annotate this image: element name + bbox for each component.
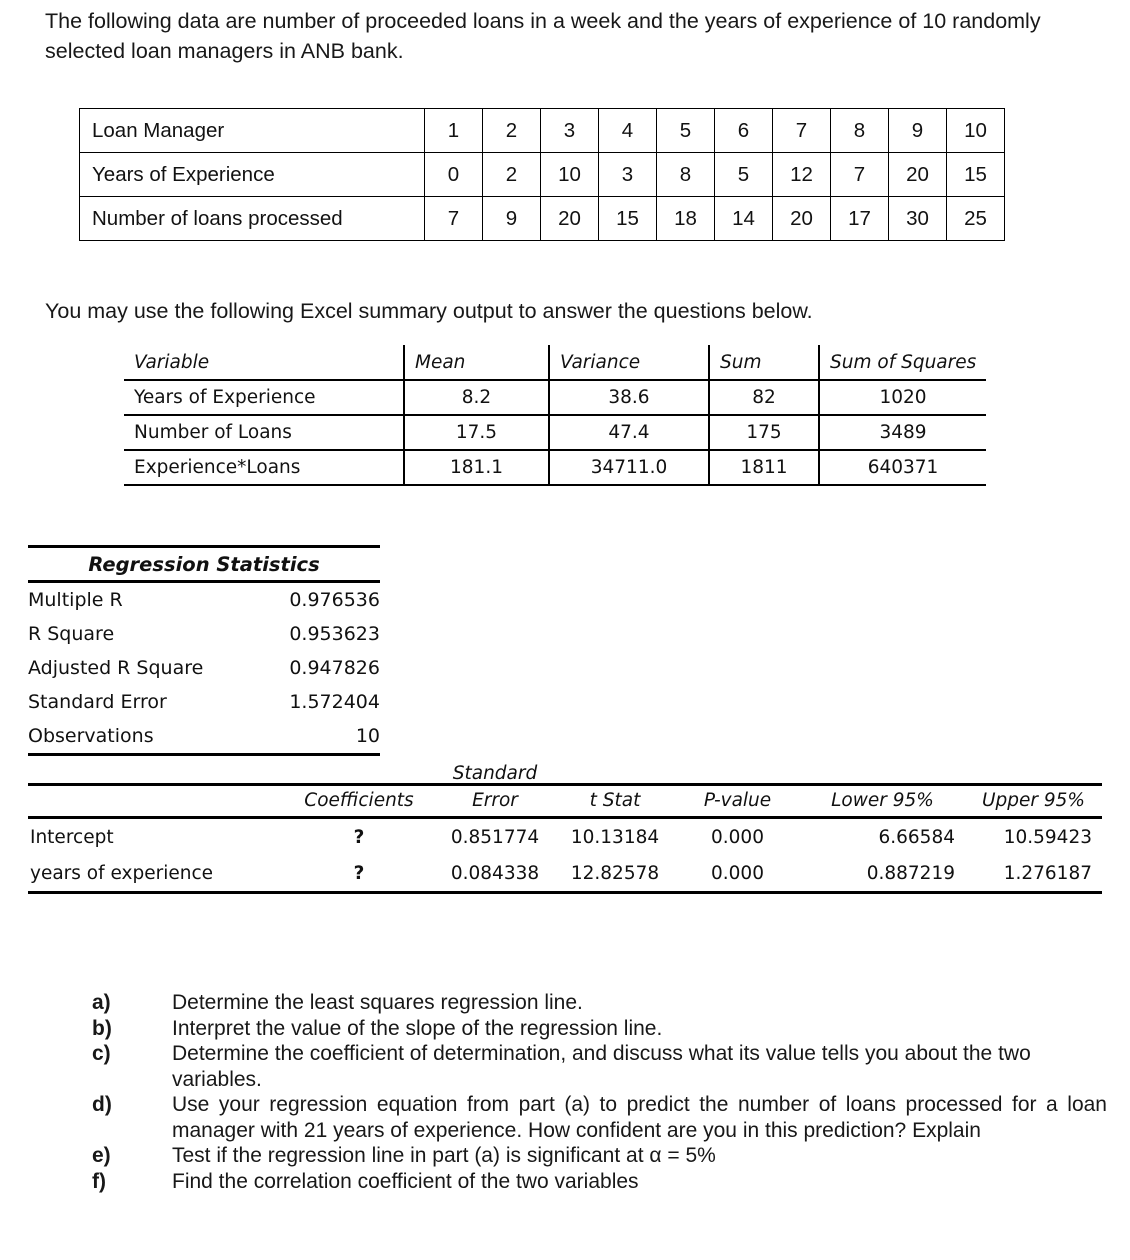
cell: 20 [773, 197, 831, 241]
question-text: Find the correlation coefficient of the two variables [172, 1169, 639, 1193]
cell: 5 [657, 109, 715, 153]
cell: 12 [773, 153, 831, 197]
cell: 25 [947, 197, 1005, 241]
header-lower-95: Lower 95% [800, 789, 965, 818]
header-p-value: P-value [675, 789, 800, 818]
cell-variance: 34711.0 [549, 450, 709, 485]
cell: 5 [715, 153, 773, 197]
stat-label: Multiple R [28, 589, 123, 611]
cell: 3 [599, 153, 657, 197]
table-row [80, 197, 1005, 241]
question-item-c [92, 1041, 1107, 1092]
stat-value: 0.953623 [289, 623, 380, 645]
cell-standard-error: 0.851774 [450, 826, 540, 848]
header-standard-line1: Standard [452, 763, 538, 784]
question-item-e [92, 1143, 1107, 1169]
cell: 7 [425, 197, 483, 241]
cell: 2 [483, 153, 541, 197]
cell-mean: 17.5 [404, 415, 549, 450]
row-label-years-of-experience: Years of Experience [80, 153, 425, 197]
table-row [124, 450, 986, 485]
question-text: Determine the coefficient of determination, and discuss what its value tells you about the two variables. [172, 1042, 1031, 1091]
table-header-row [28, 789, 1102, 818]
cell-variance: 47.4 [549, 415, 709, 450]
cell: 10 [541, 153, 599, 197]
question-label: f) [92, 1169, 106, 1193]
cell: 6 [715, 109, 773, 153]
question-item-b [92, 1016, 1107, 1042]
cell: 8 [831, 109, 889, 153]
loan-data-table [79, 108, 1005, 241]
rule-bottom [28, 753, 380, 756]
header-mean: Mean [404, 345, 549, 380]
question-text: Determine the least squares regression line. [172, 991, 583, 1014]
row-label-number-of-loans-processed: Number of loans processed [80, 197, 425, 241]
header-variance: Variance [549, 345, 709, 380]
cell: 15 [599, 197, 657, 241]
table-header-row [124, 345, 986, 380]
header-standard-error [435, 763, 555, 818]
question-text: Interpret the value of the slope of the regression line. [172, 1016, 663, 1040]
regression-statistics-title: Regression Statistics [28, 548, 380, 583]
cell-coefficient: ? [283, 855, 435, 893]
excel-note-paragraph: You may use the following Excel summary output to answer the questions below. [45, 299, 813, 323]
stat-label: R Square [28, 623, 115, 645]
cell: 17 [831, 197, 889, 241]
cell-sum-of-squares: 640371 [819, 450, 986, 485]
question-label: b) [92, 1016, 112, 1040]
header-variable: Variable [124, 345, 404, 380]
cell-p-value: 0.000 [675, 855, 800, 893]
cell-lower-95: 0.887219 [800, 855, 965, 893]
question-text: Use your regression equation from part (a) to predict the number of loans processed for a loan manager with 21 years of experience. How confident are you in this prediction? Explain [172, 1093, 1107, 1142]
stat-value: 0.947826 [289, 657, 380, 679]
cell: 7 [773, 109, 831, 153]
stat-label: Standard Error [28, 691, 167, 713]
cell: 1 [425, 109, 483, 153]
header-coefficients: Coefficients [283, 789, 435, 818]
header-sum: Sum [709, 345, 819, 380]
question-item-d [92, 1092, 1107, 1143]
cell: 15 [947, 153, 1005, 197]
cell-lower-95: 6.66584 [878, 826, 955, 848]
cell: 18 [657, 197, 715, 241]
question-label: a) [92, 991, 111, 1014]
table-row [28, 818, 1102, 856]
cell: 20 [541, 197, 599, 241]
table-row [28, 685, 380, 719]
question-label: c) [92, 1042, 111, 1065]
cell: 0 [425, 153, 483, 197]
stat-label: Observations [28, 725, 154, 747]
cell-mean: 8.2 [404, 380, 549, 415]
table-row [124, 380, 986, 415]
header-blank [28, 789, 283, 818]
cell-mean: 181.1 [404, 450, 549, 485]
cell-standard-error: 0.084338 [435, 855, 555, 893]
regression-statistics-table [28, 545, 380, 756]
cell: 4 [599, 109, 657, 153]
table-row [28, 651, 380, 685]
table-row [80, 109, 1005, 153]
cell: 2 [483, 109, 541, 153]
cell-variable: Years of Experience [124, 380, 404, 415]
cell-variance: 38.6 [549, 380, 709, 415]
cell-sum: 1811 [709, 450, 819, 485]
cell-sum: 82 [709, 380, 819, 415]
question-text: Test if the regression line in part (a) is significant at α = 5% [172, 1144, 716, 1167]
stat-label: Adjusted R Square [28, 657, 204, 679]
cell-coefficient: ? [353, 826, 365, 848]
cell: 9 [889, 109, 947, 153]
stat-value: 1.572404 [289, 691, 380, 713]
cell-t-stat: 12.82578 [555, 855, 675, 893]
cell-p-value: 0.000 [711, 826, 764, 848]
question-item-a [92, 990, 1107, 1016]
cell: 30 [889, 197, 947, 241]
cell-variable: Number of Loans [124, 415, 404, 450]
cell: 14 [715, 197, 773, 241]
cell: 9 [483, 197, 541, 241]
questions-list [92, 990, 1107, 1194]
question-label: d) [92, 1093, 112, 1116]
table-row [80, 153, 1005, 197]
header-sum-of-squares: Sum of Squares [819, 345, 986, 380]
cell: 7 [831, 153, 889, 197]
header-upper-95: Upper 95% [965, 789, 1102, 818]
question-item-f [92, 1169, 1107, 1195]
intro-paragraph: The following data are number of proceeded loans in a week and the years of experience of 10 randomly selected loan managers in ANB bank. [45, 9, 1041, 63]
table-row [28, 855, 1102, 893]
table-row [28, 617, 380, 651]
cell-sum-of-squares: 3489 [819, 415, 986, 450]
table-row [28, 583, 380, 617]
cell: 3 [541, 109, 599, 153]
header-standard-line2: Error [472, 790, 518, 811]
row-label-years-of-experience: years of experience [28, 855, 283, 893]
cell: 10 [947, 109, 1005, 153]
coefficients-table [28, 763, 1102, 894]
cell-upper-95: 10.59423 [1003, 826, 1092, 848]
cell-upper-95: 1.276187 [965, 855, 1102, 893]
row-label-loan-manager: Loan Manager [80, 109, 425, 153]
cell-variable: Experience*Loans [124, 450, 404, 485]
cell: 20 [889, 153, 947, 197]
stat-value: 10 [355, 725, 380, 747]
cell-sum: 175 [709, 415, 819, 450]
table-row [124, 415, 986, 450]
table-row [28, 719, 380, 753]
question-label: e) [92, 1144, 111, 1167]
header-t-stat: t Stat [555, 789, 675, 818]
row-label-intercept: Intercept [30, 826, 114, 848]
excel-summary-table [124, 345, 986, 486]
stat-value: 0.976536 [289, 589, 380, 611]
cell: 8 [657, 153, 715, 197]
cell-t-stat: 10.13184 [570, 826, 660, 848]
cell-sum-of-squares: 1020 [819, 380, 986, 415]
